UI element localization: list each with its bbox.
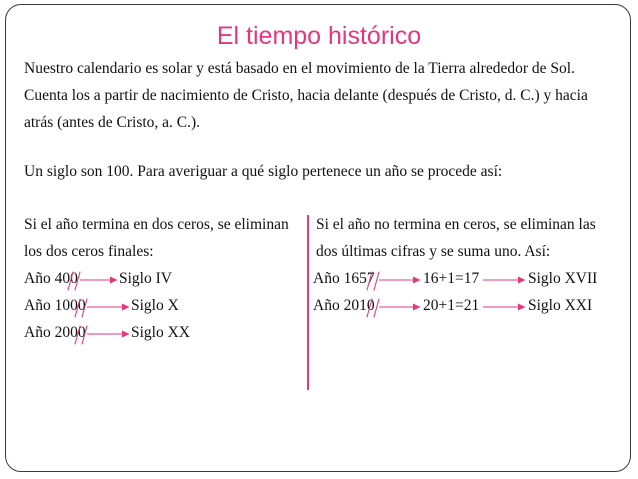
column-divider xyxy=(307,215,309,390)
left-example-year-1: Año 400 xyxy=(24,270,78,287)
left-rule-line-2: los dos ceros finales: xyxy=(24,243,154,260)
left-example-century-2: Siglo X xyxy=(131,297,179,314)
left-rule-line-1: Si el año termina en dos ceros, se eliminan xyxy=(24,216,289,233)
right-example-sum-2: 20+1=21 xyxy=(423,297,480,314)
left-example-century-3: Siglo XX xyxy=(131,324,190,341)
slide-title: El tiempo histórico xyxy=(216,22,422,50)
right-example-century-1: Siglo XVII xyxy=(528,270,598,287)
left-example-century-1: Siglo IV xyxy=(119,270,172,287)
right-example-year-1: Año 1657 xyxy=(313,270,375,287)
left-example-year-3: Año 2000 xyxy=(24,324,86,341)
century-rule: Un siglo son 100. Para averiguar a qué siglo pertenece un año se procede así: xyxy=(24,163,503,180)
intro-line-1: Nuestro calendario es solar y está basado en el movimiento de la Tierra alrededor de Sol. xyxy=(24,60,575,77)
right-example-sum-1: 16+1=17 xyxy=(423,270,480,287)
right-example-year-2: Año 2010 xyxy=(313,297,375,314)
intro-line-2: Cuenta los a partir de nacimiento de Cristo, hacia delante (después de Cristo, d. C.) y hacia xyxy=(24,87,588,104)
right-rule-line-1: Si el año no termina en ceros, se eliminan las xyxy=(316,216,596,233)
left-example-year-2: Año 1000 xyxy=(24,297,86,314)
right-rule-line-2: dos últimas cifras y se suma uno. Así: xyxy=(316,243,551,260)
intro-line-3: atrás (antes de Cristo, a. C.). xyxy=(24,114,201,131)
right-example-century-2: Siglo XXI xyxy=(528,297,593,314)
